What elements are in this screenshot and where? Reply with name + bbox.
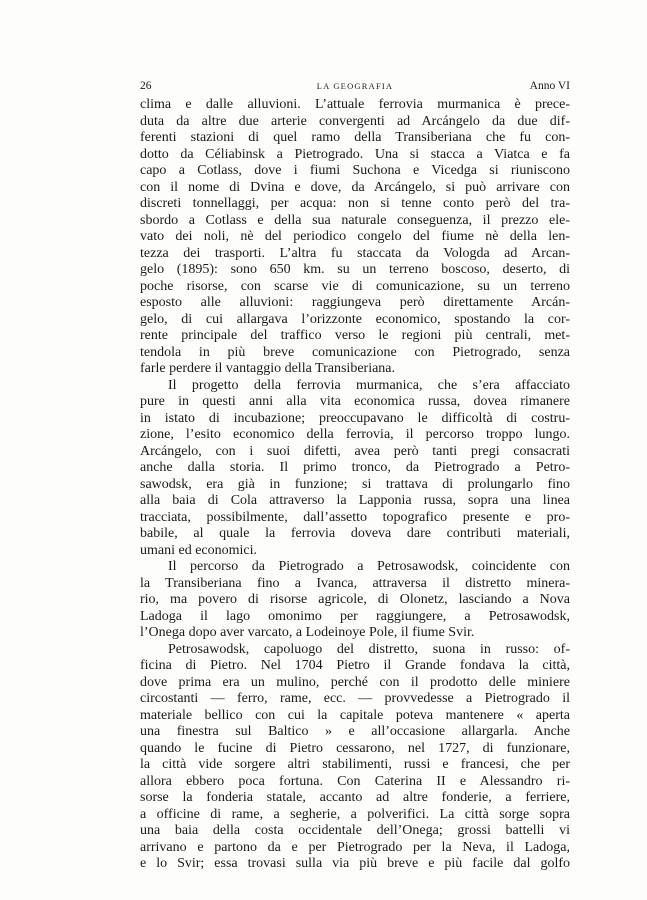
text-line: duta da altre due arterie convergenti ad Arcángelo da due dif- (140, 113, 570, 129)
text-line: poche risorse, con scarse vie di comunicazione, su un terreno (140, 278, 570, 294)
text-line: anche dalla storia. Il primo tronco, da Pietrogrado a Petro- (140, 460, 570, 475)
text-line: discreti tonnellaggi, per acqua: non si tenne conto però del tra- (140, 196, 570, 211)
text-line: Petrosawodsk, capoluogo del distretto, suona in russo: of- (168, 641, 570, 657)
text-line: tezza dei trasporti. L’altra fu staccata da Vologda ad Arcan- (140, 245, 570, 261)
text-line: dove prima era un mulino, perché con il prodotto delle miniere (140, 674, 570, 690)
text-line: umani ed economici. (140, 542, 258, 558)
text-line: una finestra sul Baltico » e all’occasione allargarla. Anche (140, 724, 570, 739)
text-line: zione, l’esito economico della ferrovia, il percorso troppo lungo. (140, 427, 570, 442)
text-line: capo a Cotlass, dove i fiumi Suchona e Vicedga si riuniscono (140, 163, 570, 178)
text-line: tracciata, possibilmente, dall’assetto topografico presente e pro- (140, 509, 570, 525)
text-line: rente principale del traffico verso le regioni più centrali, met- (140, 328, 570, 343)
text-line: con il nome di Dvina e dove, da Arcángelo, si può arrivare con (140, 179, 570, 195)
text-line: gelo, di cui allargava l’orizzonte economico, spostando la cor- (140, 311, 570, 327)
text-line: Il percorso da Pietrogrado a Petrosawodsk, coincidente con (168, 559, 570, 574)
text-line: babile, al quale la ferrovia doveva dare contributi materiali, (140, 526, 570, 541)
text-line: sawodsk, era già in funzione; si trattava di prolungarlo fino (140, 476, 570, 492)
text-line: allora ebbero poca fortuna. Con Caterina II e Alessandro ri- (140, 773, 570, 789)
text-line: arrivano e partono da e per Pietrogrado per la Neva, il Ladoga, (140, 839, 570, 855)
text-line: circostanti — ferro, rame, ecc. — provvedesse a Pietrogrado il (140, 691, 570, 706)
text-line: alla baia di Cola attraverso la Lapponia russa, sopra una linea (140, 493, 570, 508)
text-line: pure in questi anni alla vita economica russa, dovea rimanere (140, 394, 570, 409)
text-line: sbordo a Cotlass e della sua naturale conseguenza, il prezzo ele- (140, 212, 570, 228)
text-line: sorse la fonderia statale, accanto ad altre fonderie, a ferriere, (140, 790, 570, 805)
text-line: vato dei noli, nè del periodico congelo del fiume nè della len- (140, 229, 570, 244)
text-line: una baia della costa occidentale dell’Onega; grossi battelli vi (140, 823, 570, 838)
text-line: l’Onega dopo aver varcato, a Lodeinoye Pole, il fiume Svir. (140, 625, 475, 640)
text-line: a officine di rame, a segherie, a polverifici. La città sorge sopra (140, 806, 570, 822)
text-line: Il progetto della ferrovia murmanica, che s’era affacciato (168, 377, 570, 393)
text-line: la città vide sorgere altri stabilimenti, russi e francesi, che per (140, 757, 570, 772)
text-line: rio, ma povero di risorse agricole, di Olonetz, lasciando a Nova (140, 592, 570, 607)
text-line: ficina di Pietro. Nel 1704 Pietro il Grande fondava la città, (140, 658, 570, 673)
volume-label: Anno VI (529, 80, 570, 92)
text-line: ferenti stazioni di quel ramo della Transiberiana che fu con- (140, 130, 570, 145)
text-line: Ladoga il lago omonimo per raggiungere, a Petrosawodsk, (140, 608, 570, 624)
page-number: 26 (140, 80, 152, 92)
text-line: tendola in più breve comunicazione con Pietrogrado, senza (140, 344, 570, 360)
text-line: farle perdere il vantaggio della Transiberiana. (140, 361, 396, 376)
text-line: la Transiberiana fino a Ivanca, attraversa il distretto minera- (140, 575, 570, 591)
text-line: clima e dalle alluvioni. L’attuale ferrovia murmanica è prece- (140, 97, 570, 112)
text-line: Arcángelo, con i suoi difetti, avea però tanti pregi consacrati (140, 443, 570, 459)
page-header (140, 80, 570, 96)
text-line: quando le fucine di Pietro cessarono, nel 1727, di funzionare, (140, 740, 570, 756)
text-line: materiale bellico con cui la capitale poteva mantenere « aperta (140, 707, 570, 723)
text-line: esposto alle alluvioni: raggiungeva però direttamente Arcán- (140, 295, 570, 310)
running-title: LA GEOGRAFIA (316, 81, 394, 91)
text-line: dotto da Céliabinsk a Pietrogrado. Una si stacca a Viatca e fa (140, 146, 570, 162)
body-text (140, 97, 570, 873)
text-line: in istato di incubazione; preoccupavano le difficoltà di costru- (140, 410, 570, 426)
text-line: gelo (1895): sono 650 km. su un terreno boscoso, deserto, di (140, 262, 570, 277)
text-line: e lo Svir; essa trovasi sulla via più breve e più facile dal golfo (140, 856, 570, 871)
